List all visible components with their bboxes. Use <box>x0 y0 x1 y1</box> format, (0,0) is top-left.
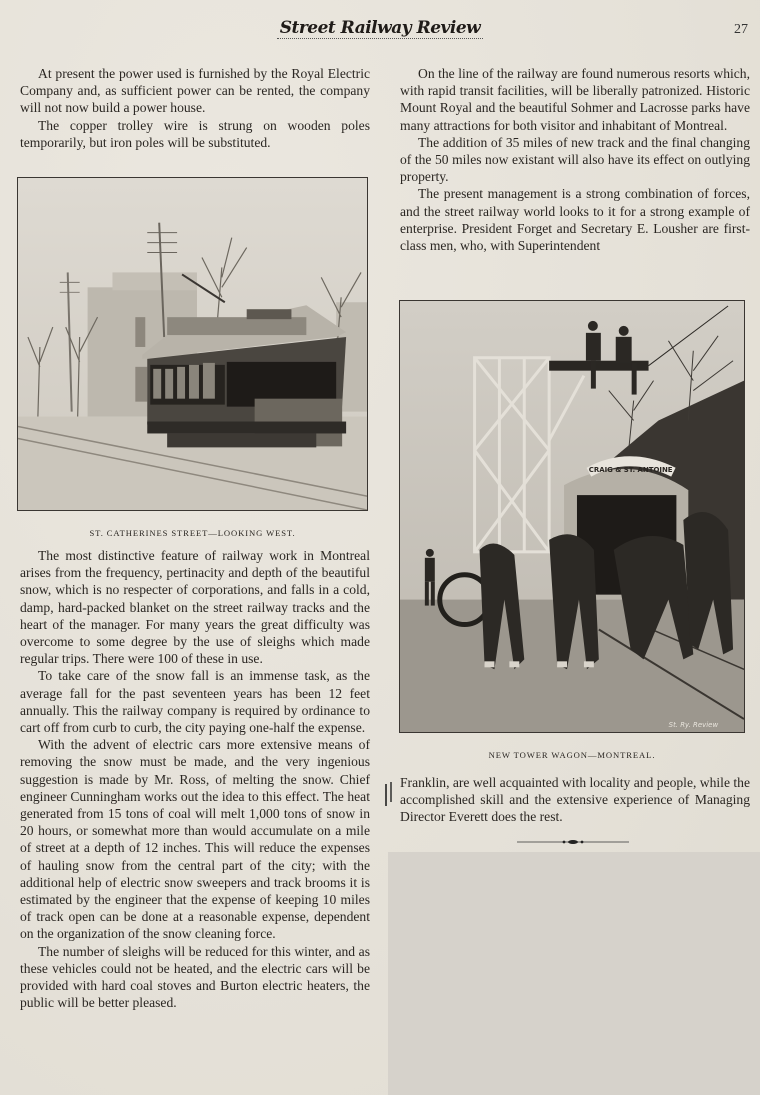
paragraph: The present management is a strong combination of forces, and the street railway world looks to it for a strong example of enterprise. President Forget and Secretary E. Lousher are first-class men, who, with Superintendent <box>400 186 750 254</box>
margin-mark <box>384 780 394 808</box>
masthead-title: Street Railway Review <box>277 18 484 39</box>
tower-wagon-photo <box>399 300 745 733</box>
left-column-top <box>20 65 370 151</box>
paragraph: The copper trolley wire is strung on wooden poles temporarily, but iron poles will be substituted. <box>20 117 370 150</box>
tower-wagon-illustration <box>400 301 744 732</box>
tram-caption: ST. CATHERINES STREET—LOOKING WEST. <box>89 528 296 538</box>
streetcar <box>142 305 346 447</box>
car-destination-sign: CRAIG & ST. ANTOINE <box>588 466 673 475</box>
paragraph: The most distinctive feature of railway work in Montreal arises from the frequency, pertinacity and depth of the beautiful snow, which is no respecter of corporations, and falls in a cold, damp, hard-packed blanket on the street railway tracks and the heart of the manager. For many years the great difficulty was overcome to some degree by the use of sleighs which made regular trips. There were 100 of these in use. <box>20 548 370 667</box>
photo-credit: St. Ry. Review <box>668 721 719 730</box>
paragraph: At present the power used is furnished by the Royal Electric Company and, as sufficient power can be rented, the company will not now build a power house. <box>20 66 370 116</box>
paragraph: The number of sleighs will be reduced for this winter, and as these vehicles could not be heated, and the electric cars will be provided with hard coal stoves and Burton electric heaters, the public will be better pleased. <box>20 943 370 1011</box>
tower-wagon-caption: NEW TOWER WAGON—MONTREAL. <box>488 750 656 760</box>
left-column-bottom <box>20 547 370 1011</box>
paragraph: The addition of 35 miles of new track and the final changing of the 50 miles now existant will also have its effect on outlying property. <box>400 134 750 185</box>
masthead <box>0 18 760 38</box>
paragraph: Franklin, are well acquainted with locality and people, while the accomplished skill and the extensive experience of Managing Director Everett does the rest. <box>400 775 750 825</box>
paragraph: On the line of the railway are found numerous resorts which, with rapid transit facilities, will be liberally patronized. Historic Mount Royal and the beautiful Sohmer and Lacrosse parks have many attractions for both visitor and inhabitant of Montreal. <box>400 66 750 133</box>
right-column-bottom <box>400 774 750 826</box>
tram-photo <box>17 177 368 511</box>
tram-illustration <box>18 178 367 510</box>
page-number: 27 <box>734 22 748 37</box>
right-column-top <box>400 65 750 254</box>
blank-panel <box>388 852 760 1095</box>
section-end-ornament <box>517 838 629 846</box>
paragraph: To take care of the snow fall is an immense task, as the average fall for the past seventeen years has been 12 feet annually. This the railway company is required by ordinance to cart off from curb to curb, the city paying one-half the expense. <box>20 668 370 736</box>
paragraph: With the advent of electric cars more extensive means of removing the snow must be made, and the very ingenious suggestion is made by Mr. Ross, of melting the snow. Chief engineer Cunningham works out the idea to this effect. The heat generated from 15 tons of coal will melt 1,000 tons of snow in 20 hours, or somewhat more than would accumulate on a mile of street at a depth of 12 inches. This will reduce the expenses of hauling snow from the central part of the city; with the additional help of electric snow sweepers and track brooms it is estimated by the engineer that the expense of keeping 10 miles of track open can be done at a reasonable expense, dependent on the organization of the snow cleaning force. <box>20 737 370 942</box>
